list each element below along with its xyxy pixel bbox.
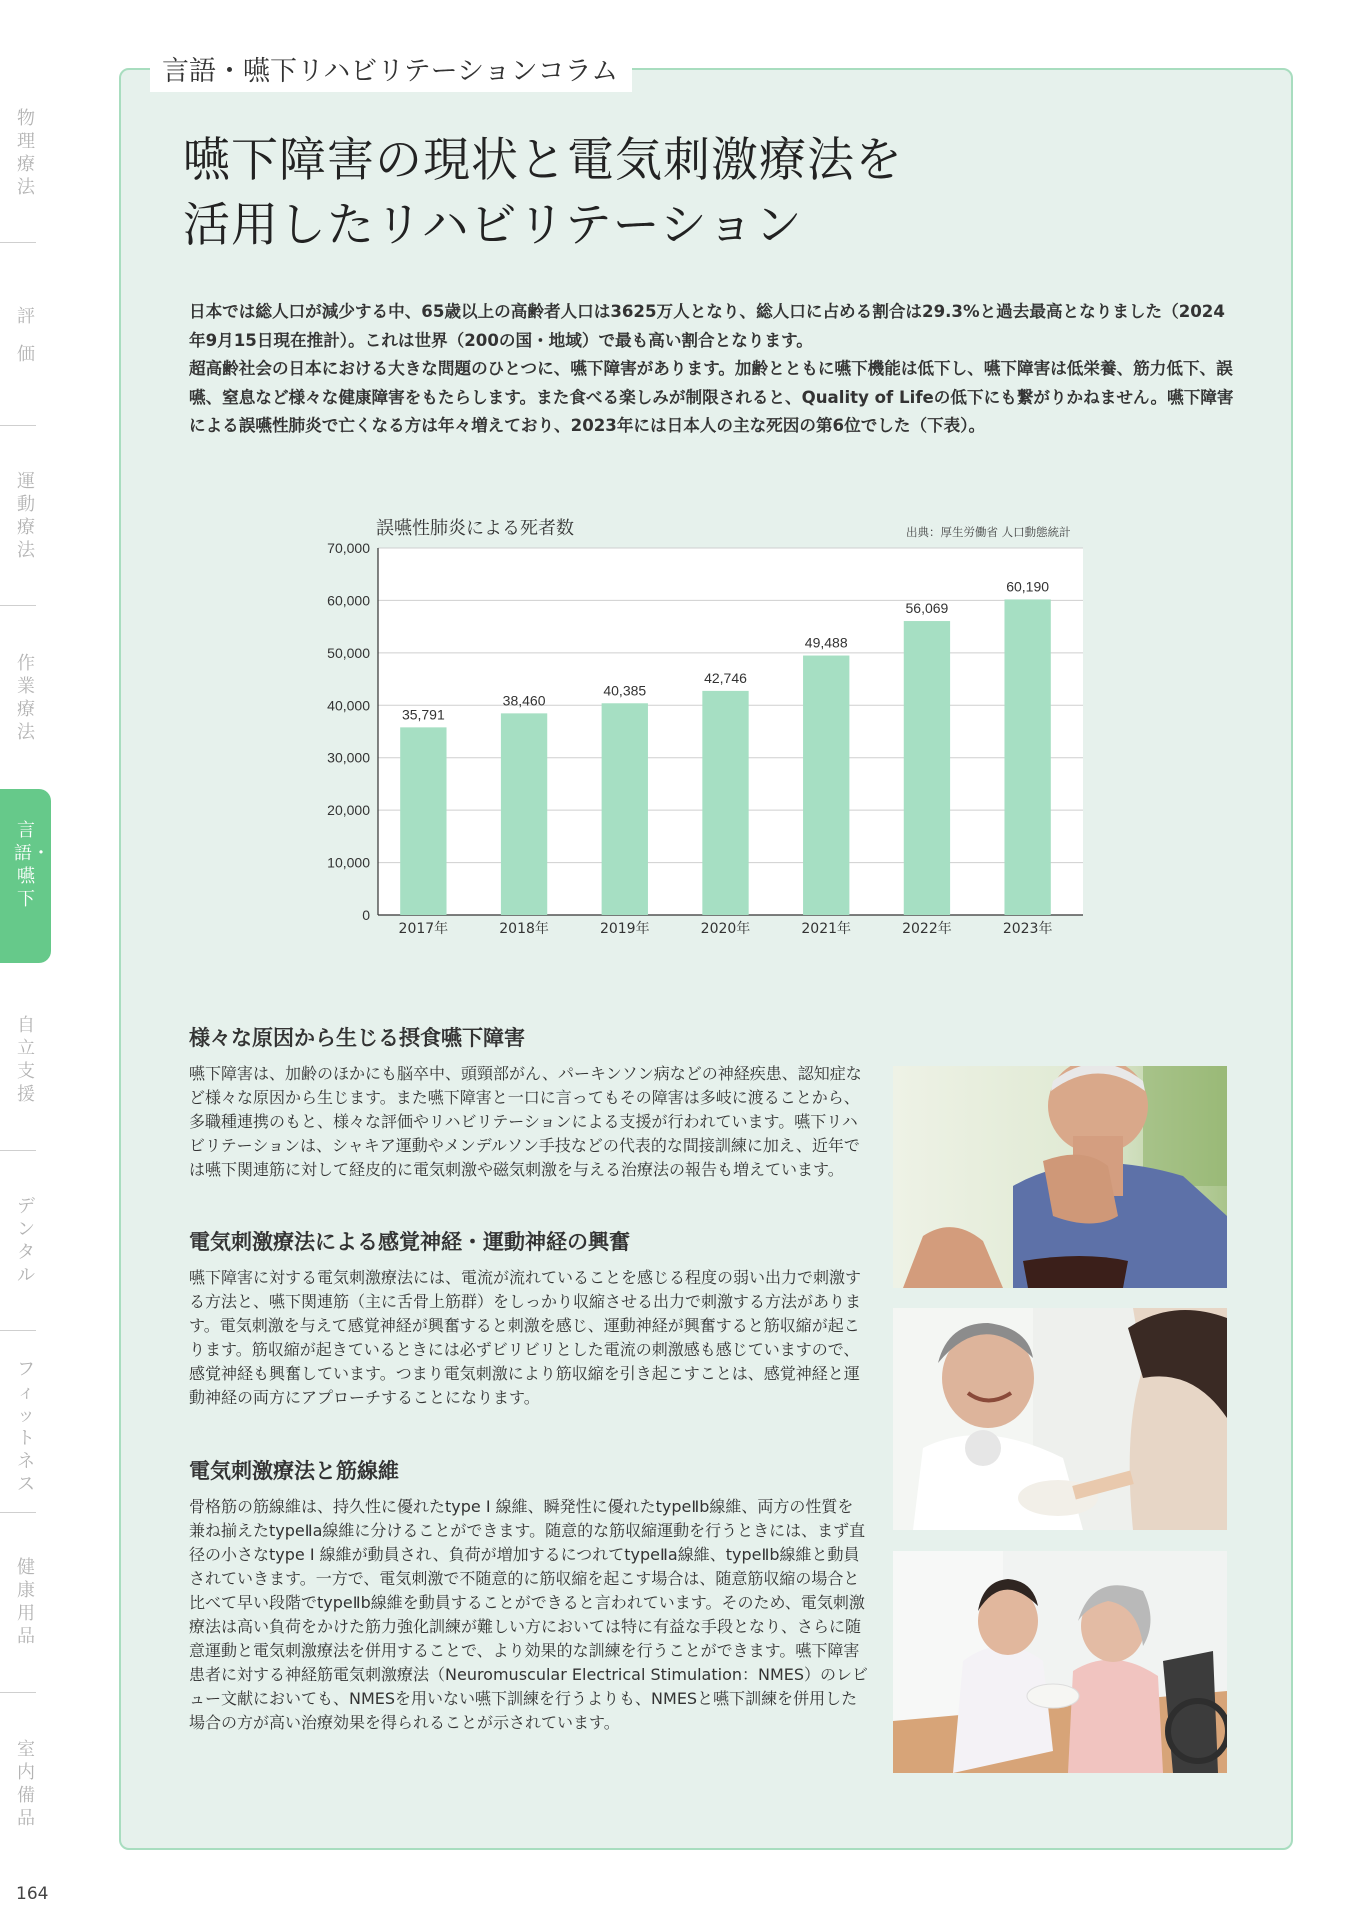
chart-value-label: 60,190	[1006, 578, 1050, 595]
chart-x-tick-label: 2019年	[599, 921, 650, 937]
section-paragraph: 骨格筋の筋線維は、持久性に優れたtype Ⅰ 線維、瞬発性に優れたtypeⅡb線維、両方の性質を兼ね揃えたtypeⅡa線維に分けることができます。随意的な筋収縮運動を行うときには、まず直径の小さなtype Ⅰ 線維が動員され、負荷が増加するにつれてtypeⅡa線維、typeⅡb線維と動員されていきます。一方で、電気刺激で不随意的に筋収縮を起こす場合は、随意筋収縮の場合と比べて早い段階でtypeⅡb線維を動員することができると言われています。そのため、電気刺激療法は高い負荷をかけた筋力強化訓練が難しい方においては特に有益な手段となり、さらに随意運動と電気刺激療法を併用することで、より効果的な訓練を行うことができます。嚥下障害患者に対する神経筋電気刺激療法（Neuromuscular Electrical Stimulation：NMES）のレビュー文献においても、NMESを用いない嚥下訓練を行うよりも、NMESと嚥下訓練を併用した場合の方が高い治療効果を得られることが示されています。	[189, 1497, 869, 1732]
intro-paragraph-1: 日本では総人口が減少する中、65歳以上の高齢者人口は3625万人となり、総人口に占める割合は29.3%と過去最高となりました（2024年9月15日現在推計）。これは世界（200の国・地域）で最も高い割合となります。	[189, 302, 1225, 350]
side-nav-divider	[0, 242, 36, 243]
side-nav-item-speech-swallowing[interactable]	[0, 789, 52, 963]
section-heading-nerves: 電気刺激療法による感覚神経・運動神経の興奮	[189, 1230, 630, 1254]
chart-x-tick-label: 2022年	[902, 921, 952, 937]
side-nav-divider	[0, 1150, 36, 1151]
chart-bar	[400, 727, 446, 915]
chart-value-label: 35,791	[401, 706, 445, 723]
side-nav-label: 自立支援	[17, 1015, 35, 1105]
chart-bar	[1004, 599, 1050, 915]
chart-bar	[904, 621, 950, 915]
side-nav-divider	[0, 1512, 36, 1513]
chart-value-label: 49,488	[804, 634, 848, 651]
section-body-fibers	[189, 1495, 869, 1735]
chart-bar	[702, 691, 748, 915]
side-nav-label: 言語・嚥下	[14, 820, 50, 910]
side-nav-label: デンタル	[17, 1196, 35, 1286]
chart-value-label: 56,069	[905, 600, 949, 617]
chart-y-tick-label: 10,000	[327, 854, 370, 871]
article-headline	[183, 128, 903, 258]
side-nav-divider	[0, 1692, 36, 1693]
chart-y-tick-label: 70,000	[327, 540, 370, 556]
side-nav-label: 評価	[17, 306, 35, 365]
chart-y-tick-label: 40,000	[327, 697, 370, 714]
chart-x-tick-label: 2018年	[499, 921, 549, 937]
side-nav-label: フィットネス	[17, 1359, 35, 1495]
chart-title: 誤嚥性肺炎による死者数	[376, 518, 574, 539]
side-nav-label: 物理療法	[17, 108, 35, 198]
chart-bar	[803, 656, 849, 915]
photo-caregiver-feeding	[893, 1551, 1227, 1773]
headline-line-2: 活用したリハビリテーション	[183, 198, 803, 253]
chart-value-label: 42,746	[704, 669, 747, 686]
photo-man-throat	[893, 1066, 1227, 1288]
chart-y-tick-label: 20,000	[327, 802, 370, 819]
side-nav-divider	[0, 425, 36, 426]
chart-bar	[602, 703, 648, 915]
chart-value-label: 38,460	[502, 692, 546, 709]
side-nav-label: 作業療法	[17, 653, 35, 743]
side-nav-label: 室内備品	[17, 1739, 35, 1829]
chart-y-tick-label: 30,000	[327, 749, 370, 766]
column-title: 言語・嚥下リハビリテーションコラム	[150, 52, 632, 92]
section-heading-fibers: 電気刺激療法と筋線維	[189, 1459, 399, 1483]
chart-x-tick-label: 2020年	[700, 921, 751, 937]
side-nav-divider	[0, 605, 36, 606]
headline-line-1: 嚥下障害の現状と電気刺激療法を	[183, 133, 903, 188]
section-body-causes	[189, 1062, 869, 1182]
section-paragraph: 嚥下障害に対する電気刺激療法には、電流が流れていることを感じる程度の弱い出力で刺激する方法と、嚥下関連筋（主に舌骨上筋群）をしっかり収縮させる出力で刺激する方法があります。電気刺激を与えて感覚神経が興奮すると刺激を感じ、運動神経が興奮すると筋収縮が起こります。筋収縮が起きているときには必ずビリビリとした電流の刺激感も感じていますので、感覚神経も興奮しています。つまり電気刺激により筋収縮を引き起こすことは、感覚神経と運動神経の両方にアプローチすることになります。	[189, 1268, 862, 1407]
chart-bar	[501, 713, 547, 915]
side-nav-label: 運動療法	[17, 471, 35, 561]
chart-value-label: 40,385	[603, 682, 647, 699]
chart-x-tick-label: 2023年	[1002, 921, 1053, 937]
photo-woman-smiling	[893, 1308, 1227, 1530]
intro-text	[189, 298, 1239, 441]
chart-y-tick-label: 0	[362, 907, 370, 923]
section-body-nerves	[189, 1266, 869, 1410]
section-paragraph: 嚥下障害は、加齢のほかにも脳卒中、頭頸部がん、パーキンソン病などの神経疾患、認知症など様々な原因から生じます。また嚥下障害と一口に言ってもその障害は多岐に渡ることから、多職種連携のもと、様々な評価やリハビリテーションによる支援が行われています。嚥下リハビリテーションは、シャキア運動やメンデルソン手技などの代表的な間接訓練に加え、近年では嚥下関連筋に対して経皮的に電気刺激や磁気刺激を与える治療法の報告も増えています。	[189, 1064, 862, 1179]
chart-y-tick-label: 60,000	[327, 592, 370, 609]
side-nav-label: 健康用品	[17, 1557, 35, 1647]
chart-x-tick-label: 2021年	[801, 921, 852, 937]
chart-y-tick-label: 50,000	[327, 644, 370, 661]
section-heading-causes: 様々な原因から生じる摂食嚥下障害	[189, 1026, 525, 1050]
page-number: 164	[16, 1884, 49, 1904]
intro-paragraph-2: 超高齢社会の日本における大きな問題のひとつに、嚥下障害があります。加齢とともに嚥下機能は低下し、嚥下障害は低栄養、筋力低下、誤嚥、窒息など様々な健康障害をもたらします。また食べる楽しみが制限されると、Quality of Lifeの低下にも繋がりかねません。嚥下障害による誤嚥性肺炎で亡くなる方は年々増えており、2023年には日本人の主な死因の第6位でした（下表）。	[189, 359, 1234, 435]
bar-chart	[310, 530, 1110, 950]
chart-source: 出典：厚生労働省 人口動態統計	[906, 525, 1071, 539]
chart-x-tick-label: 2017年	[398, 921, 449, 937]
side-nav-divider	[0, 1330, 36, 1331]
